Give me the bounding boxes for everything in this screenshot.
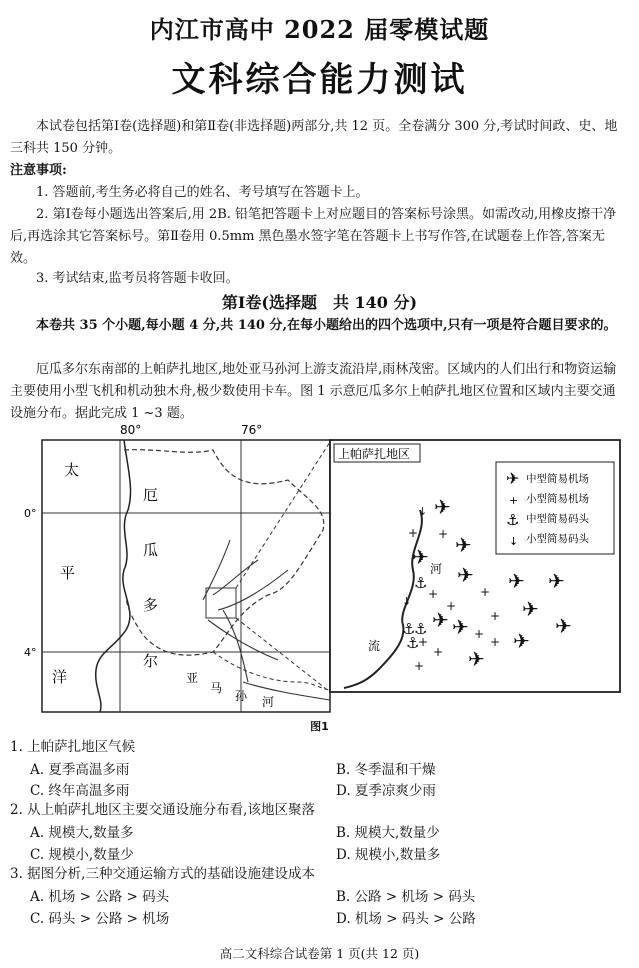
q2-option-a: A. 规模大,数量多: [30, 825, 134, 841]
lat-label-0: 0°: [24, 507, 37, 520]
q1-option-d: D. 夏季凉爽少雨: [336, 783, 436, 799]
question-1-stem: 1. 上帕萨扎地区气候: [10, 739, 136, 755]
question-2-stem: 2. 从上帕萨扎地区主要交通设施分布看,该地区聚落: [10, 802, 315, 818]
legend-medium-airport: 中型简易机场: [526, 473, 589, 485]
small-airport-icon: +: [418, 635, 429, 649]
legend-small-pier-icon: ↓: [509, 535, 519, 548]
medium-airport-icon: ✈: [468, 647, 485, 671]
river-char-2: 马: [210, 681, 223, 695]
intro-paragraph: 本试卷包括第Ⅰ卷(选择题)和第Ⅱ卷(非选择题)两部分,共 12 页。全卷满分 300 分,考试时间政、史、地三科共 150 分钟。: [10, 119, 618, 156]
medium-pier-icon: ⚓: [402, 620, 416, 638]
medium-airport-icon: ✈: [412, 545, 429, 569]
inset-river-char-1: 河: [430, 562, 443, 576]
small-pier-icon: ↓: [402, 595, 412, 608]
legend-medium-pier: 中型简易码头: [526, 513, 589, 525]
figure-caption: 图1: [310, 720, 329, 733]
q1-option-b: B. 冬季温和干燥: [336, 762, 436, 778]
q1-option-c: C. 终年高温多雨: [30, 783, 130, 799]
medium-pier-icon: ⚓: [414, 574, 428, 592]
passage-text: 厄瓜多尔东南部的上帕萨扎地区,地处亚马孙河上游支流沿岸,雨林茂密。区域内的人们出行和物资运输主要使用小型飞机和机动独木舟,极少数使用卡车。图 1 示意厄瓜多尔上帕萨扎地区位置和区域内主要交通设施分布。据此完成 1 ~3 题。: [10, 362, 617, 421]
country-char-4: 尔: [143, 652, 159, 670]
inset-river-char-2: 流: [368, 639, 381, 653]
question-3-stem: 3. 据图分析,三种交通运输方式的基础设施建设成本: [10, 866, 315, 882]
small-airport-icon: +: [480, 585, 491, 599]
exam-title: 内江市高中 2022 届零模试题: [149, 15, 490, 44]
q2-option-b: B. 规模大,数量少: [336, 825, 440, 841]
river-char-3: 孙: [235, 689, 248, 703]
river-char-4: 河: [262, 695, 275, 709]
medium-airport-icon: ✈: [457, 563, 474, 587]
small-airport-icon: +: [433, 645, 444, 659]
small-airport-icon: +: [408, 526, 419, 540]
small-airport-icon: +: [428, 587, 439, 601]
q1-option-a: A. 夏季高温多雨: [30, 762, 130, 778]
q3-option-d: D. 机场 > 码头 > 公路: [336, 911, 476, 927]
ocean-char-2: 平: [60, 564, 76, 582]
lon-label-76: 76°: [241, 423, 263, 437]
legend-small-airport: 小型简易机场: [526, 493, 589, 505]
lat-label-4: 4°: [24, 646, 37, 659]
country-char-3: 多: [143, 596, 159, 614]
legend-medium-pier-icon: ⚓: [506, 511, 520, 529]
medium-airport-icon: ✈: [452, 615, 469, 639]
medium-airport-icon: ✈: [434, 495, 451, 519]
page-footer: 高二文科综合试卷第 1 页(共 12 页): [219, 946, 420, 961]
medium-airport-icon: ✈: [513, 629, 530, 653]
figure-map: [24, 420, 628, 730]
medium-pier-icon: ⚓: [414, 620, 428, 638]
small-airport-icon: +: [438, 527, 449, 541]
country-char-1: 厄: [143, 486, 159, 504]
ocean-char-1: 太: [64, 461, 80, 479]
medium-airport-icon: ✈: [455, 533, 472, 557]
exam-subtitle: 文科综合能力测试: [171, 60, 468, 100]
medium-airport-icon: ✈: [548, 569, 565, 593]
notice-heading: 注意事项:: [10, 163, 67, 178]
notice-item-1: 1. 答题前,考生务必将自己的姓名、考号填写在答题卡上。: [36, 185, 369, 200]
river-char-1: 亚: [186, 671, 199, 685]
section-instruction: 本卷共 35 个小题,每小题 4 分,共 140 分,在每小题给出的四个选项中,只有一项是符合题目要求的。: [36, 318, 617, 333]
ocean-char-3: 洋: [52, 668, 68, 686]
q2-option-c: C. 规模小,数量少: [30, 847, 134, 863]
legend-medium-airport-icon: ✈: [506, 469, 520, 488]
section-title: 第Ⅰ卷(选择题 共 140 分): [221, 293, 418, 312]
small-airport-icon: +: [490, 609, 501, 623]
q2-option-d: D. 规模小,数量多: [336, 847, 441, 863]
small-airport-icon: +: [446, 599, 457, 613]
inset-title: 上帕萨扎地区: [338, 447, 411, 461]
country-char-2: 瓜: [143, 541, 159, 559]
small-pier-icon: ↓: [418, 505, 428, 518]
small-airport-icon: +: [490, 635, 501, 649]
medium-airport-icon: ✈: [522, 597, 539, 621]
lon-label-80: 80°: [120, 423, 142, 437]
legend-small-airport-icon: +: [509, 494, 519, 507]
medium-airport-icon: ✈: [508, 569, 525, 593]
notice-item-2: 2. 第Ⅰ卷每小题选出答案后,用 2B. 铅笔把答题卡上对应题目的答案标号涂黑。如需改动,用橡皮擦干净后,再选涂其它答案标号。第Ⅱ卷用 0.5mm 黑色墨水签字笔在答题卡上书写作答,在试题卷上作答,答案无效。: [10, 207, 617, 266]
q3-option-b: B. 公路 > 机场 > 码头: [336, 889, 476, 905]
q3-option-a: A. 机场 > 公路 > 码头: [30, 889, 170, 905]
notice-item-3: 3. 考试结束,监考员将答题卡收回。: [36, 271, 239, 286]
q3-option-c: C. 码头 > 公路 > 机场: [30, 911, 170, 927]
medium-pier-icon: ⚓: [406, 634, 420, 652]
small-airport-icon: +: [414, 659, 425, 673]
medium-airport-icon: ✈: [555, 614, 572, 638]
medium-airport-icon: ✈: [432, 608, 449, 632]
small-airport-icon: +: [474, 627, 485, 641]
legend-small-pier: 小型简易码头: [526, 533, 589, 545]
